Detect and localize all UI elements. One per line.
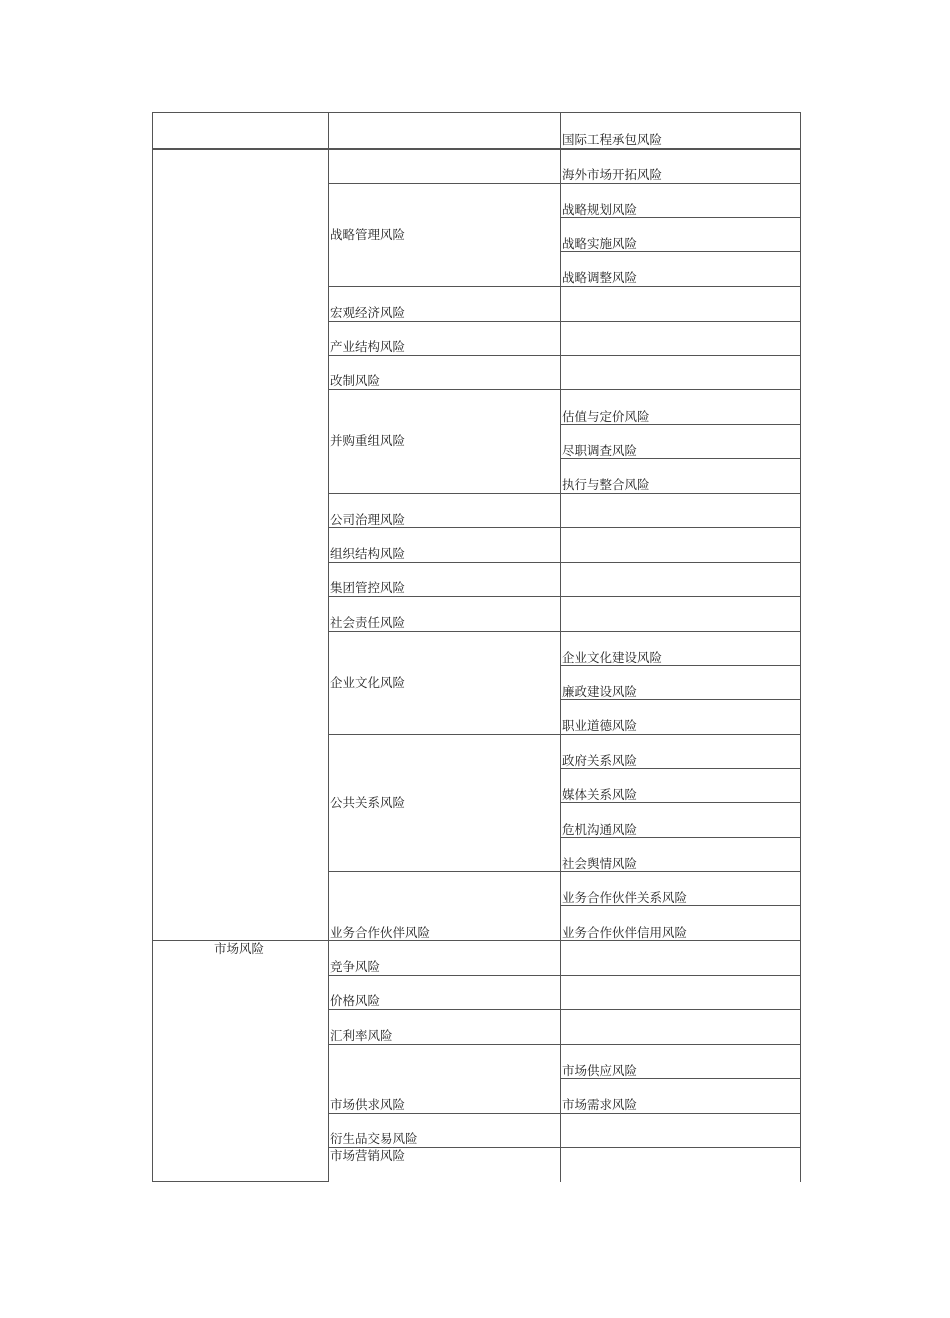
table-top-border bbox=[152, 112, 801, 113]
risk-cell: 企业文化风险 bbox=[330, 675, 406, 690]
risk-cell: 并购重组风险 bbox=[330, 433, 406, 448]
row-rule bbox=[328, 734, 801, 735]
sub-risk-cell: 执行与整合风险 bbox=[562, 477, 650, 492]
sub-row-rule bbox=[560, 665, 801, 666]
sub-risk-cell: 战略规划风险 bbox=[562, 202, 638, 217]
risk-cell: 公司治理风险 bbox=[330, 512, 406, 527]
table-left-border bbox=[152, 112, 153, 1182]
row-rule bbox=[328, 1009, 801, 1010]
sub-risk-cell: 市场供应风险 bbox=[562, 1063, 638, 1078]
sub-risk-cell: 尽职调查风险 bbox=[562, 443, 638, 458]
risk-cell: 宏观经济风险 bbox=[330, 305, 406, 320]
risk-cell: 集团管控风险 bbox=[330, 580, 406, 595]
row-rule bbox=[328, 631, 801, 632]
column-divider-1 bbox=[328, 112, 329, 1182]
row-rule bbox=[328, 1113, 801, 1114]
sub-row-rule bbox=[560, 424, 801, 425]
row-rule bbox=[328, 596, 801, 597]
row-rule bbox=[328, 389, 801, 390]
sub-risk-cell: 市场需求风险 bbox=[562, 1097, 638, 1112]
row-rule bbox=[152, 148, 801, 150]
sub-risk-cell: 廉政建设风险 bbox=[562, 684, 638, 699]
risk-cell: 汇利率风险 bbox=[330, 1028, 393, 1043]
row-rule bbox=[328, 975, 801, 976]
risk-cell: 社会责任风险 bbox=[330, 615, 406, 630]
row-rule bbox=[328, 1044, 801, 1045]
sub-risk-cell: 政府关系风险 bbox=[562, 753, 638, 768]
sub-risk-cell: 估值与定价风险 bbox=[562, 409, 650, 424]
row-rule bbox=[328, 321, 801, 322]
sub-risk-cell: 海外市场开拓风险 bbox=[562, 167, 663, 182]
sub-risk-cell: 战略调整风险 bbox=[562, 270, 638, 285]
risk-cell: 改制风险 bbox=[330, 373, 381, 388]
risk-cell: 公共关系风险 bbox=[330, 795, 406, 810]
risk-cell: 组织结构风险 bbox=[330, 546, 406, 561]
sub-risk-cell: 社会舆情风险 bbox=[562, 856, 638, 871]
row-rule bbox=[328, 493, 801, 494]
sub-risk-cell: 危机沟通风险 bbox=[562, 822, 638, 837]
risk-cell: 竞争风险 bbox=[330, 959, 381, 974]
sub-row-rule bbox=[560, 905, 801, 906]
risk-cell: 业务合作伙伴风险 bbox=[330, 925, 431, 940]
row-rule bbox=[328, 527, 801, 528]
risk-cell: 市场营销风险 bbox=[330, 1148, 406, 1163]
sub-risk-cell: 战略实施风险 bbox=[562, 236, 638, 251]
table-bottom-border bbox=[152, 1181, 329, 1182]
row-rule bbox=[328, 286, 801, 287]
sub-row-rule bbox=[560, 1078, 801, 1079]
risk-cell: 市场供求风险 bbox=[330, 1097, 406, 1112]
sub-row-rule bbox=[560, 217, 801, 218]
risk-cell: 战略管理风险 bbox=[330, 227, 406, 242]
sub-row-rule bbox=[560, 837, 801, 838]
sub-row-rule bbox=[560, 768, 801, 769]
risk-cell: 产业结构风险 bbox=[330, 339, 406, 354]
sub-row-rule bbox=[560, 699, 801, 700]
sub-risk-cell: 企业文化建设风险 bbox=[562, 650, 663, 665]
row-rule bbox=[328, 183, 801, 184]
sub-risk-cell: 国际工程承包风险 bbox=[562, 132, 663, 147]
risk-cell: 衍生品交易风险 bbox=[330, 1131, 418, 1146]
sub-risk-cell: 业务合作伙伴信用风险 bbox=[562, 925, 688, 940]
row-rule bbox=[328, 562, 801, 563]
sub-row-rule bbox=[560, 458, 801, 459]
table-right-border bbox=[800, 112, 801, 1182]
risk-cell: 价格风险 bbox=[330, 993, 381, 1008]
sub-risk-cell: 职业道德风险 bbox=[562, 718, 638, 733]
sub-risk-cell: 业务合作伙伴关系风险 bbox=[562, 890, 688, 905]
row-rule bbox=[328, 871, 801, 872]
row-rule bbox=[328, 355, 801, 356]
sub-row-rule bbox=[560, 802, 801, 803]
column-divider-2 bbox=[560, 112, 561, 1182]
sub-row-rule bbox=[560, 251, 801, 252]
category-label: 市场风险 bbox=[214, 941, 265, 956]
sub-risk-cell: 媒体关系风险 bbox=[562, 787, 638, 802]
